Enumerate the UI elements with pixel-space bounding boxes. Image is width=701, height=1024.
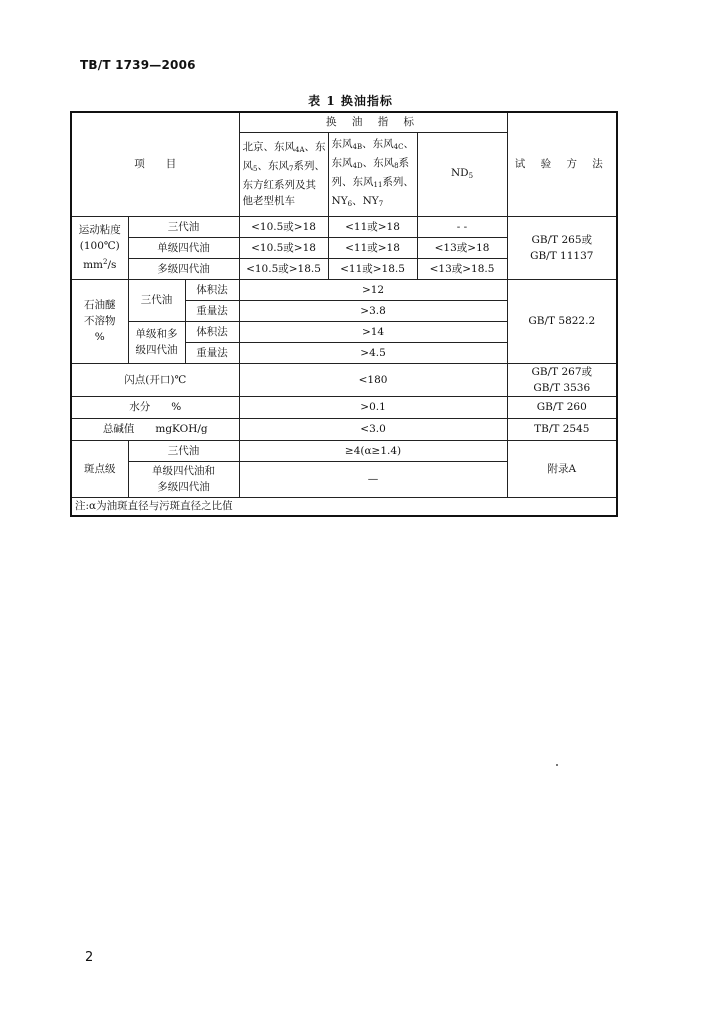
viscosity-label: 运动粘度 (100℃) $mm^2/s$ [71,216,128,279]
viscosity-row-label: 多级四代油 [128,258,239,279]
header-item: 项 目 [71,112,239,216]
insolubles-method: 重量法 [185,342,239,363]
insolubles-test-method: GB/T 5822.2 [507,279,617,363]
insolubles-value: >4.5 [239,342,507,363]
insolubles-group-third-gen: 三代油 [128,279,185,321]
viscosity-value-b: <11或>18 [328,237,417,258]
viscosity-row-label: 单级四代油 [128,237,239,258]
flash-point-test-method: GB/T 267或 GB/T 3536 [507,363,617,396]
insolubles-group-fourth-gen: 单级和多 级四代油 [128,321,185,363]
flash-point-label: 闪点(开口)℃ [71,363,239,396]
insolubles-value: >14 [239,321,507,342]
oil-change-indicator-table [70,111,616,517]
viscosity-value-c: - - [417,216,507,237]
insolubles-label: 石油醚 不溶物 % [71,279,128,363]
viscosity-value-a: <10.5或>18 [239,237,328,258]
table-title: 表 1 换油指标 [308,94,393,108]
spot-grade-value: — [239,461,507,497]
water-value: >0.1 [239,396,507,418]
insolubles-method: 体积法 [185,279,239,300]
insolubles-method: 重量法 [185,300,239,321]
water-test-method: GB/T 260 [507,396,617,418]
water-label: 水分 % [71,396,239,418]
viscosity-value-b: <11或>18.5 [328,258,417,279]
insolubles-method: 体积法 [185,321,239,342]
viscosity-row-label: 三代油 [128,216,239,237]
scan-speck [556,764,558,766]
flash-point-value: <180 [239,363,507,396]
header-test-method: 试 验 方 法 [507,112,617,216]
table-note: 注:α为油斑直径与污斑直径之比值 [71,497,617,516]
spot-grade-row-label: 单级四代油和 多级四代油 [128,461,239,497]
spot-grade-label: 斑点级 [71,440,128,497]
viscosity-test-method: GB/T 265或 GB/T 11137 [507,216,617,279]
page-number: 2 [85,950,94,965]
header-locomotive-group-a: 北京、东风$_{4A}$、东 风$_5$、东风$_7$系列、 东方红系列及其 他老型机车 [239,132,328,216]
header-locomotive-group-b: 东风$_{4B}$、东风$_{4C}$、 东风$_{4D}$、东风$_8$系 列、东风$_{11}$系列、 $NY_6$、$NY_7$ [328,132,417,216]
base-number-label: 总碱值 mgKOH/g [71,418,239,440]
viscosity-value-a: <10.5或>18.5 [239,258,328,279]
base-number-test-method: TB/T 2545 [507,418,617,440]
insolubles-value: >3.8 [239,300,507,321]
insolubles-value: >12 [239,279,507,300]
base-number-value: <3.0 [239,418,507,440]
header-locomotive-nd5: $ND_5$ [417,132,507,216]
spot-grade-value: ≥4(α≥1.4) [239,440,507,461]
spot-grade-row-label: 三代油 [128,440,239,461]
viscosity-value-c: <13或>18 [417,237,507,258]
spot-grade-test-method: 附录A [507,440,617,497]
viscosity-value-b: <11或>18 [328,216,417,237]
viscosity-value-c: <13或>18.5 [417,258,507,279]
document-code: TB/T 1739—2006 [80,58,196,72]
header-indicator-group: 换 油 指 标 [239,112,507,132]
viscosity-value-a: <10.5或>18 [239,216,328,237]
